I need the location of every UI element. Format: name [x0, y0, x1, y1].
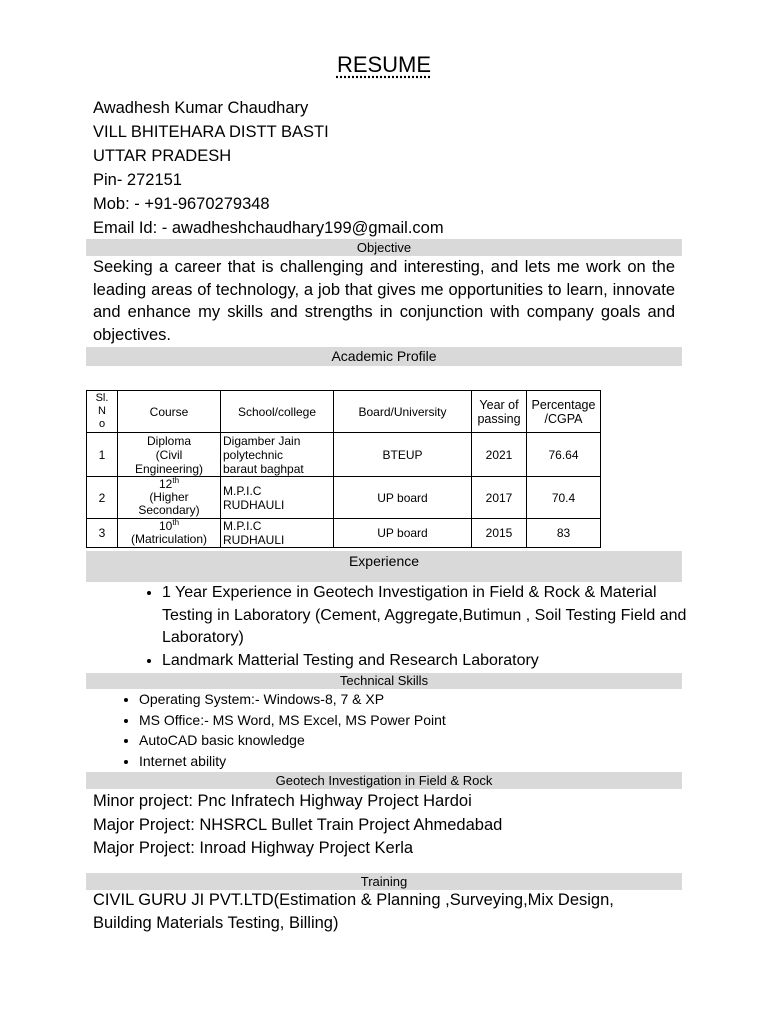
cell-sl: 2 [87, 477, 118, 519]
cell-school: Digamber Jain polytechnic baraut baghpat [221, 433, 334, 477]
section-header-geotech: Geotech Investigation in Field & Rock [86, 772, 682, 789]
header-board: Board/University [334, 391, 472, 433]
address-line-2: UTTAR PRADESH [93, 147, 232, 165]
cell-school: M.P.I.C RUDHAULI [221, 519, 334, 548]
cell-course: Diploma (Civil Engineering) [118, 433, 221, 477]
cell-percentage: 76.64 [527, 433, 601, 477]
cell-board: UP board [334, 477, 472, 519]
pin-code: Pin- 272151 [93, 171, 182, 189]
list-item: Major Project: Inroad Highway Project Kerla [93, 839, 414, 857]
cell-year: 2015 [472, 519, 527, 548]
cell-course: 10th (Matriculation) [118, 519, 221, 548]
list-item: • MS Office:- MS Word, MS Excel, MS Power Point [139, 710, 446, 731]
list-item: • Internet ability [139, 751, 446, 772]
header-percentage: Percentage /CGPA [527, 391, 601, 433]
resume-title: RESUME [336, 52, 432, 77]
cell-percentage: 70.4 [527, 477, 601, 519]
header-sl-no: Sl. N o [87, 391, 118, 433]
section-header-objective: Objective [86, 239, 682, 256]
mobile-number: Mob: - +91-9670279348 [93, 195, 270, 213]
email-address[interactable]: Email Id: - awadheshchaudhary199@gmail.com [93, 219, 444, 237]
cell-percentage: 83 [527, 519, 601, 548]
list-item: • 1 Year Experience in Geotech Investigation in Field & Rock & Material Testing in Laboratory (Cement, Aggregate,Butimun , Soil Testing Field and Laboratory) [162, 582, 702, 650]
cell-board: BTEUP [334, 433, 472, 477]
section-header-technical-skills: Technical Skills [86, 673, 682, 689]
cell-year: 2017 [472, 477, 527, 519]
list-item: • Landmark Matterial Testing and Research Laboratory [162, 650, 702, 673]
table-row [87, 477, 601, 519]
training-text: CIVIL GURU JI PVT.LTD(Estimation & Planning ,Surveying,Mix Design, Building Materials Testing, Billing) [93, 891, 614, 932]
cell-sl: 3 [87, 519, 118, 548]
cell-board: UP board [334, 519, 472, 548]
cell-course: 12th (Higher Secondary) [118, 477, 221, 519]
section-header-experience: Experience [86, 551, 682, 582]
section-header-training: Training [86, 873, 682, 890]
technical-skills-list [100, 689, 446, 771]
experience-list [126, 582, 702, 672]
project-list [93, 790, 502, 861]
table-header-row [87, 391, 601, 433]
candidate-name: Awadhesh Kumar Chaudhary [93, 99, 309, 117]
address-line-1: VILL BHITEHARA DISTT BASTI [93, 123, 329, 141]
list-item: Minor project: Pnc Infratech Highway Project Hardoi [93, 792, 472, 810]
table-row [87, 519, 601, 548]
header-course: Course [118, 391, 221, 433]
header-year: Year of passing [472, 391, 527, 433]
list-item: • AutoCAD basic knowledge [139, 730, 446, 751]
header-school: School/college [221, 391, 334, 433]
contact-block [93, 96, 444, 240]
cell-school: M.P.I.C RUDHAULI [221, 477, 334, 519]
cell-year: 2021 [472, 433, 527, 477]
list-item: • Operating System:- Windows-8, 7 & XP [139, 689, 446, 710]
objective-text: Seeking a career that is challenging and interesting, and lets me work on the leading areas of technology, a job that gives me opportunities to learn, innovate and enhance my skills and strengths in conjunction with company goals and objectives. [93, 258, 675, 344]
section-header-academic: Academic Profile [86, 347, 682, 366]
list-item: Major Project: NHSRCL Bullet Train Project Ahmedabad [93, 815, 503, 834]
academic-table [86, 390, 601, 548]
cell-sl: 1 [87, 433, 118, 477]
table-row [87, 433, 601, 477]
